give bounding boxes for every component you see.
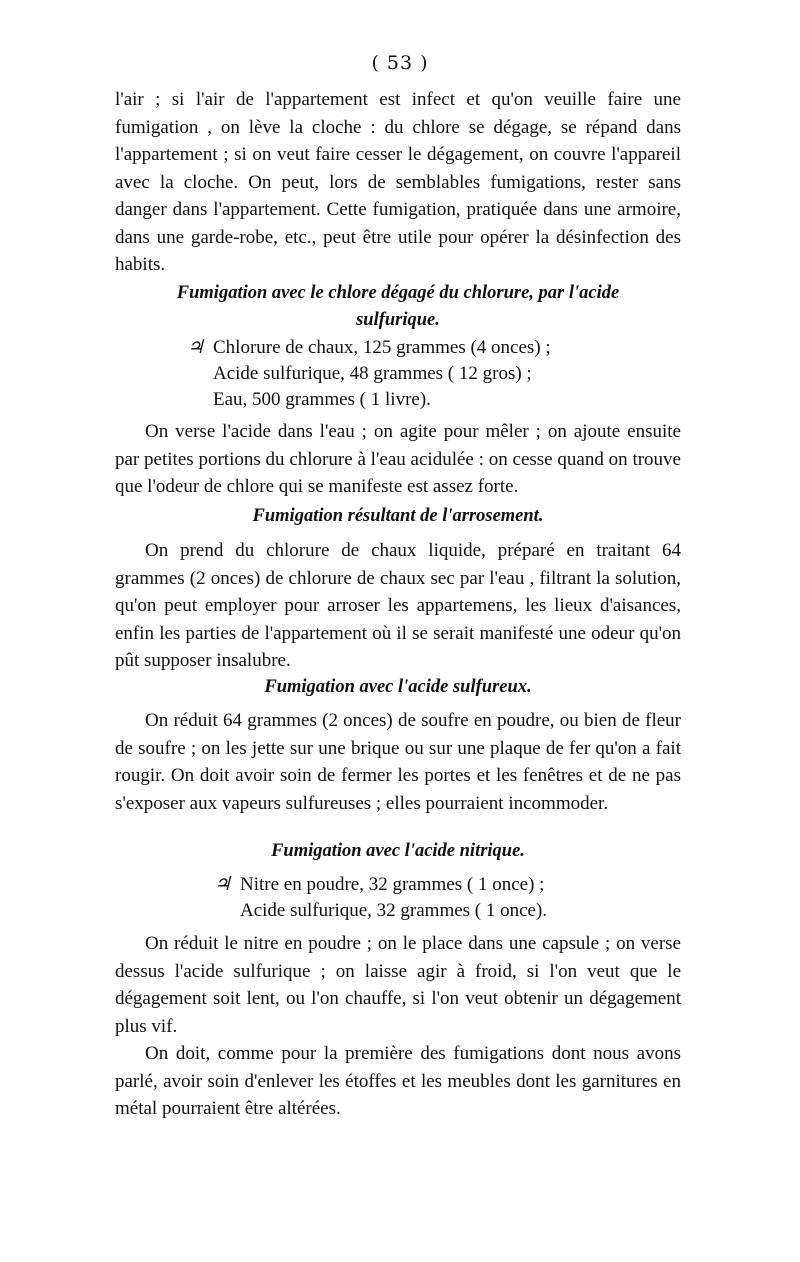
- paragraph-sulfureux: [115, 707, 681, 817]
- paragraph-arrosement: [115, 537, 681, 675]
- paragraph-text: On doit, comme pour la première des fumigations dont nous avons parlé, avoir soin d'enlever les étoffes et les meubles dont les garnitures en métal pourraient être altérées.: [115, 1043, 681, 1119]
- recipe-line: ♃ Chlorure de chaux, 125 grammes (4 onces) ;: [187, 335, 551, 361]
- paragraph-text: On réduit 64 grammes (2 onces) de soufre en poudre, ou bien de fleur de soufre ; on les jette sur une brique ou sur une plaque de fer qu'on a fait rougir. On doit avoir soin de fermer les portes et les fenêtres et de ne pas s'exposer aux vapeurs sulfureuses ; elles pourraient incommoder.: [115, 710, 681, 814]
- section-heading-sulfureux: Fumigation avec l'acide sulfureux.: [264, 677, 532, 697]
- section-heading-chlorine: Fumigation avec le chlore dégagé du chlorure, par l'acide sulfurique.: [176, 283, 620, 330]
- paragraph-intro: [115, 86, 681, 279]
- paragraph-nitrique-method: [115, 930, 681, 1123]
- page-number: ( 53 ): [371, 52, 429, 74]
- jupiter-symbol-icon: ♃: [187, 337, 205, 358]
- paragraph-text: On verse l'acide dans l'eau ; on agite pour mêler ; on ajoute ensuite par petites portions du chlorure à l'eau acidulée : on cesse quand on trouve que l'odeur de chlore qui se manifeste est assez forte.: [115, 421, 681, 497]
- paragraph-text: l'air ; si l'air de l'appartement est infect et qu'on veuille faire une fumigation , on lève la cloche : du chlore se dégage, se répand dans l'appartement ; si on veut faire cesser le dégagement, on couvre l'appareil avec la cloche. On peut, lors de semblables fumigations, rester sans danger dans l'appartement. Cette fumigation, pratiquée dans une armoire, dans une garde-robe, etc., peut être utile pour opérer la désinfection des habits.: [115, 89, 681, 275]
- section-heading-nitrique: Fumigation avec l'acide nitrique.: [271, 841, 525, 861]
- recipe-line: Eau, 500 grammes ( 1 livre).: [213, 389, 431, 410]
- paragraph-text: On prend du chlorure de chaux liquide, préparé en traitant 64 grammes (2 onces) de chlorure de chaux sec par l'eau , filtrant la solution, qu'on peut employer pour arroser les appartemens, les lieux d'aisances, enfin les parties de l'appartement où il se serait manifesté une odeur qu'on pût supposer insalubre.: [115, 540, 681, 671]
- section-heading-arrosement: Fumigation résultant de l'arrosement.: [252, 506, 544, 526]
- jupiter-symbol-icon: ♃: [214, 874, 232, 895]
- recipe-line: Acide sulfurique, 32 grammes ( 1 once).: [240, 900, 548, 921]
- recipe-chlorine: [187, 335, 551, 413]
- recipe-nitrique: [214, 872, 547, 924]
- recipe-line: ♃ Nitre en poudre, 32 grammes ( 1 once) ;: [214, 872, 547, 898]
- recipe-line: Acide sulfurique, 48 grammes ( 12 gros) ;: [213, 363, 532, 384]
- paragraph-text: On réduit le nitre en poudre ; on le place dans une capsule ; on verse dessus l'acide sulfurique ; on laisse agir à froid, si l'on veut que le dégagement soit lent, ou l'on chauffe, si l'on veut obtenir un dégagement plus vif.: [115, 933, 681, 1037]
- paragraph-chlorine-method: [115, 418, 681, 501]
